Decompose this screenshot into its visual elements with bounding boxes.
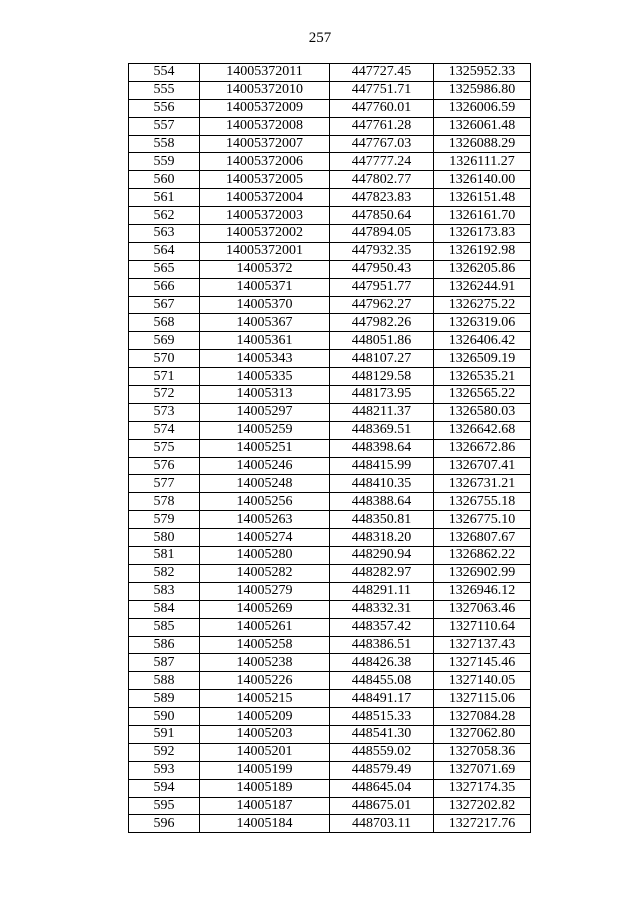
x-coordinate-cell: 448173.95 — [330, 386, 434, 404]
point-id-cell: 14005259 — [200, 421, 330, 439]
row-index-cell: 574 — [129, 421, 200, 439]
x-coordinate-cell: 447950.43 — [330, 260, 434, 278]
table-row — [129, 278, 531, 296]
x-coordinate-cell: 447751.71 — [330, 81, 434, 99]
y-coordinate-cell: 1326140.00 — [434, 171, 531, 189]
y-coordinate-cell: 1326755.18 — [434, 493, 531, 511]
x-coordinate-cell: 448703.11 — [330, 815, 434, 833]
point-id-cell: 14005371 — [200, 278, 330, 296]
y-coordinate-cell: 1326111.27 — [434, 153, 531, 171]
row-index-cell: 564 — [129, 242, 200, 260]
row-index-cell: 575 — [129, 439, 200, 457]
y-coordinate-cell: 1327145.46 — [434, 654, 531, 672]
point-id-cell: 14005209 — [200, 708, 330, 726]
row-index-cell: 558 — [129, 135, 200, 153]
row-index-cell: 588 — [129, 672, 200, 690]
x-coordinate-cell: 448211.37 — [330, 403, 434, 421]
row-index-cell: 592 — [129, 743, 200, 761]
table-row — [129, 636, 531, 654]
x-coordinate-cell: 448318.20 — [330, 529, 434, 547]
y-coordinate-cell: 1327062.80 — [434, 725, 531, 743]
x-coordinate-cell: 447767.03 — [330, 135, 434, 153]
table-row — [129, 743, 531, 761]
table-row — [129, 654, 531, 672]
x-coordinate-cell: 447951.77 — [330, 278, 434, 296]
x-coordinate-cell: 448282.97 — [330, 564, 434, 582]
x-coordinate-cell: 448107.27 — [330, 350, 434, 368]
row-index-cell: 586 — [129, 636, 200, 654]
table-row — [129, 672, 531, 690]
x-coordinate-cell: 448645.04 — [330, 779, 434, 797]
y-coordinate-cell: 1326535.21 — [434, 368, 531, 386]
row-index-cell: 571 — [129, 368, 200, 386]
x-coordinate-cell: 447932.35 — [330, 242, 434, 260]
point-id-cell: 14005372004 — [200, 189, 330, 207]
table-row — [129, 260, 531, 278]
point-id-cell: 14005372006 — [200, 153, 330, 171]
row-index-cell: 560 — [129, 171, 200, 189]
row-index-cell: 556 — [129, 99, 200, 117]
row-index-cell: 582 — [129, 564, 200, 582]
table-row — [129, 421, 531, 439]
point-id-cell: 14005263 — [200, 511, 330, 529]
point-id-cell: 14005203 — [200, 725, 330, 743]
table-row — [129, 135, 531, 153]
row-index-cell: 585 — [129, 618, 200, 636]
y-coordinate-cell: 1326006.59 — [434, 99, 531, 117]
y-coordinate-cell: 1327217.76 — [434, 815, 531, 833]
x-coordinate-cell: 448129.58 — [330, 368, 434, 386]
y-coordinate-cell: 1326775.10 — [434, 511, 531, 529]
table-row — [129, 314, 531, 332]
y-coordinate-cell: 1327202.82 — [434, 797, 531, 815]
row-index-cell: 559 — [129, 153, 200, 171]
point-id-cell: 14005261 — [200, 618, 330, 636]
table-row — [129, 368, 531, 386]
y-coordinate-cell: 1325986.80 — [434, 81, 531, 99]
point-id-cell: 14005269 — [200, 600, 330, 618]
row-index-cell: 584 — [129, 600, 200, 618]
row-index-cell: 573 — [129, 403, 200, 421]
y-coordinate-cell: 1327174.35 — [434, 779, 531, 797]
table-row — [129, 779, 531, 797]
row-index-cell: 595 — [129, 797, 200, 815]
point-id-cell: 14005187 — [200, 797, 330, 815]
point-id-cell: 14005372005 — [200, 171, 330, 189]
x-coordinate-cell: 447850.64 — [330, 207, 434, 225]
point-id-cell: 14005238 — [200, 654, 330, 672]
x-coordinate-cell: 448332.31 — [330, 600, 434, 618]
x-coordinate-cell: 448386.51 — [330, 636, 434, 654]
y-coordinate-cell: 1326946.12 — [434, 582, 531, 600]
x-coordinate-cell: 448515.33 — [330, 708, 434, 726]
point-id-cell: 14005370 — [200, 296, 330, 314]
table-row — [129, 350, 531, 368]
row-index-cell: 579 — [129, 511, 200, 529]
point-id-cell: 14005372008 — [200, 117, 330, 135]
row-index-cell: 587 — [129, 654, 200, 672]
y-coordinate-cell: 1326672.86 — [434, 439, 531, 457]
table-row — [129, 618, 531, 636]
x-coordinate-cell: 447894.05 — [330, 225, 434, 243]
point-id-cell: 14005313 — [200, 386, 330, 404]
x-coordinate-cell: 448369.51 — [330, 421, 434, 439]
table-row — [129, 189, 531, 207]
table-row — [129, 403, 531, 421]
x-coordinate-cell: 448415.99 — [330, 457, 434, 475]
x-coordinate-cell: 447727.45 — [330, 64, 434, 82]
table-row — [129, 797, 531, 815]
table-row — [129, 708, 531, 726]
point-id-cell: 14005367 — [200, 314, 330, 332]
table-row — [129, 171, 531, 189]
table-row — [129, 600, 531, 618]
row-index-cell: 566 — [129, 278, 200, 296]
y-coordinate-cell: 1326319.06 — [434, 314, 531, 332]
x-coordinate-cell: 448675.01 — [330, 797, 434, 815]
point-id-cell: 14005372003 — [200, 207, 330, 225]
point-id-cell: 14005189 — [200, 779, 330, 797]
row-index-cell: 581 — [129, 547, 200, 565]
point-id-cell: 14005335 — [200, 368, 330, 386]
row-index-cell: 562 — [129, 207, 200, 225]
row-index-cell: 593 — [129, 761, 200, 779]
point-id-cell: 14005199 — [200, 761, 330, 779]
x-coordinate-cell: 447823.83 — [330, 189, 434, 207]
point-id-cell: 14005372011 — [200, 64, 330, 82]
table-row — [129, 207, 531, 225]
x-coordinate-cell: 448541.30 — [330, 725, 434, 743]
row-index-cell: 561 — [129, 189, 200, 207]
y-coordinate-cell: 1327140.05 — [434, 672, 531, 690]
table-body — [129, 64, 531, 833]
table-row — [129, 225, 531, 243]
row-index-cell: 577 — [129, 475, 200, 493]
y-coordinate-cell: 1326642.68 — [434, 421, 531, 439]
coordinates-table — [128, 63, 531, 833]
table-row — [129, 153, 531, 171]
table-row — [129, 81, 531, 99]
point-id-cell: 14005246 — [200, 457, 330, 475]
x-coordinate-cell: 448426.38 — [330, 654, 434, 672]
row-index-cell: 572 — [129, 386, 200, 404]
table-row — [129, 296, 531, 314]
y-coordinate-cell: 1326580.03 — [434, 403, 531, 421]
row-index-cell: 557 — [129, 117, 200, 135]
row-index-cell: 583 — [129, 582, 200, 600]
row-index-cell: 569 — [129, 332, 200, 350]
x-coordinate-cell: 448290.94 — [330, 547, 434, 565]
x-coordinate-cell: 448579.49 — [330, 761, 434, 779]
y-coordinate-cell: 1326902.99 — [434, 564, 531, 582]
y-coordinate-cell: 1326707.41 — [434, 457, 531, 475]
x-coordinate-cell: 447761.28 — [330, 117, 434, 135]
row-index-cell: 589 — [129, 690, 200, 708]
y-coordinate-cell: 1327058.36 — [434, 743, 531, 761]
y-coordinate-cell: 1326406.42 — [434, 332, 531, 350]
x-coordinate-cell: 447982.26 — [330, 314, 434, 332]
table-row — [129, 457, 531, 475]
x-coordinate-cell: 448491.17 — [330, 690, 434, 708]
x-coordinate-cell: 448388.64 — [330, 493, 434, 511]
point-id-cell: 14005280 — [200, 547, 330, 565]
y-coordinate-cell: 1325952.33 — [434, 64, 531, 82]
table-row — [129, 242, 531, 260]
x-coordinate-cell: 448051.86 — [330, 332, 434, 350]
table-row — [129, 547, 531, 565]
table-row — [129, 493, 531, 511]
x-coordinate-cell: 448357.42 — [330, 618, 434, 636]
point-id-cell: 14005372 — [200, 260, 330, 278]
point-id-cell: 14005282 — [200, 564, 330, 582]
table-row — [129, 475, 531, 493]
y-coordinate-cell: 1326862.22 — [434, 547, 531, 565]
row-index-cell: 567 — [129, 296, 200, 314]
table-row — [129, 117, 531, 135]
y-coordinate-cell: 1326192.98 — [434, 242, 531, 260]
point-id-cell: 14005361 — [200, 332, 330, 350]
point-id-cell: 14005184 — [200, 815, 330, 833]
page-number: 257 — [308, 30, 332, 46]
x-coordinate-cell: 447962.27 — [330, 296, 434, 314]
y-coordinate-cell: 1326151.48 — [434, 189, 531, 207]
point-id-cell: 14005258 — [200, 636, 330, 654]
y-coordinate-cell: 1326088.29 — [434, 135, 531, 153]
table-row — [129, 439, 531, 457]
row-index-cell: 576 — [129, 457, 200, 475]
row-index-cell: 591 — [129, 725, 200, 743]
point-id-cell: 14005251 — [200, 439, 330, 457]
y-coordinate-cell: 1327071.69 — [434, 761, 531, 779]
y-coordinate-cell: 1326173.83 — [434, 225, 531, 243]
x-coordinate-cell: 448559.02 — [330, 743, 434, 761]
row-index-cell: 590 — [129, 708, 200, 726]
x-coordinate-cell: 448291.11 — [330, 582, 434, 600]
x-coordinate-cell: 447777.24 — [330, 153, 434, 171]
y-coordinate-cell: 1326161.70 — [434, 207, 531, 225]
x-coordinate-cell: 447760.01 — [330, 99, 434, 117]
point-id-cell: 14005248 — [200, 475, 330, 493]
table-row — [129, 99, 531, 117]
point-id-cell: 14005372010 — [200, 81, 330, 99]
y-coordinate-cell: 1327137.43 — [434, 636, 531, 654]
y-coordinate-cell: 1326565.22 — [434, 386, 531, 404]
point-id-cell: 14005372001 — [200, 242, 330, 260]
point-id-cell: 14005215 — [200, 690, 330, 708]
point-id-cell: 14005279 — [200, 582, 330, 600]
table-row — [129, 690, 531, 708]
y-coordinate-cell: 1327084.28 — [434, 708, 531, 726]
table-row — [129, 815, 531, 833]
x-coordinate-cell: 448350.81 — [330, 511, 434, 529]
row-index-cell: 568 — [129, 314, 200, 332]
y-coordinate-cell: 1326061.48 — [434, 117, 531, 135]
y-coordinate-cell: 1326731.21 — [434, 475, 531, 493]
y-coordinate-cell: 1326807.67 — [434, 529, 531, 547]
table-row — [129, 529, 531, 547]
x-coordinate-cell: 447802.77 — [330, 171, 434, 189]
y-coordinate-cell: 1326275.22 — [434, 296, 531, 314]
row-index-cell: 565 — [129, 260, 200, 278]
point-id-cell: 14005372002 — [200, 225, 330, 243]
table-row — [129, 386, 531, 404]
row-index-cell: 596 — [129, 815, 200, 833]
table-row — [129, 564, 531, 582]
row-index-cell: 555 — [129, 81, 200, 99]
y-coordinate-cell: 1327115.06 — [434, 690, 531, 708]
table-row — [129, 725, 531, 743]
table-row — [129, 761, 531, 779]
row-index-cell: 578 — [129, 493, 200, 511]
x-coordinate-cell: 448455.08 — [330, 672, 434, 690]
point-id-cell: 14005226 — [200, 672, 330, 690]
point-id-cell: 14005201 — [200, 743, 330, 761]
row-index-cell: 570 — [129, 350, 200, 368]
point-id-cell: 14005343 — [200, 350, 330, 368]
row-index-cell: 580 — [129, 529, 200, 547]
y-coordinate-cell: 1326509.19 — [434, 350, 531, 368]
row-index-cell: 554 — [129, 64, 200, 82]
y-coordinate-cell: 1326244.91 — [434, 278, 531, 296]
row-index-cell: 563 — [129, 225, 200, 243]
table-row — [129, 582, 531, 600]
point-id-cell: 14005372009 — [200, 99, 330, 117]
table-row — [129, 332, 531, 350]
point-id-cell: 14005256 — [200, 493, 330, 511]
y-coordinate-cell: 1327063.46 — [434, 600, 531, 618]
x-coordinate-cell: 448410.35 — [330, 475, 434, 493]
y-coordinate-cell: 1327110.64 — [434, 618, 531, 636]
x-coordinate-cell: 448398.64 — [330, 439, 434, 457]
table-row — [129, 511, 531, 529]
point-id-cell: 14005274 — [200, 529, 330, 547]
row-index-cell: 594 — [129, 779, 200, 797]
point-id-cell: 14005297 — [200, 403, 330, 421]
y-coordinate-cell: 1326205.86 — [434, 260, 531, 278]
point-id-cell: 14005372007 — [200, 135, 330, 153]
table-row — [129, 64, 531, 82]
